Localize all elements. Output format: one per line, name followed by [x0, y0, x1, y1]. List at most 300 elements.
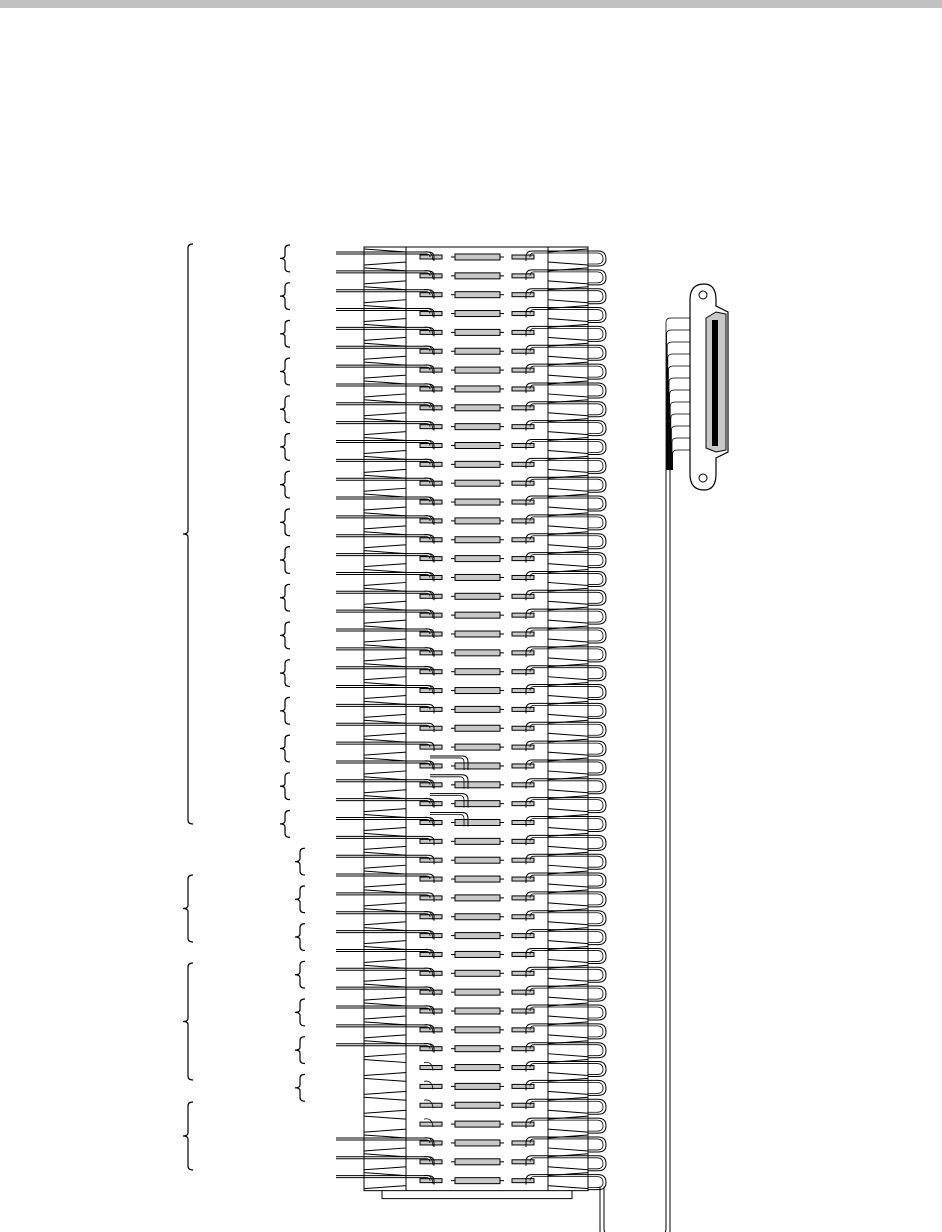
left-contact — [420, 481, 442, 485]
bridge-clip — [455, 857, 500, 863]
left-wire — [336, 554, 434, 563]
loop-wire-inner — [530, 1101, 603, 1112]
left-contact — [420, 274, 442, 278]
bridge-clip — [455, 782, 500, 788]
loop-wire-inner — [530, 460, 603, 471]
right-contact — [512, 1103, 534, 1107]
left-slot — [364, 324, 406, 340]
left-slot — [364, 456, 406, 472]
left-wire-sheath — [336, 857, 430, 860]
right-contact — [512, 1028, 534, 1032]
left-wire-sheath — [336, 593, 430, 596]
left-slot — [364, 513, 406, 529]
loop-wire-inner — [530, 630, 603, 641]
bridge-clip — [455, 650, 500, 656]
loop-wire-inner — [530, 1026, 603, 1037]
left-wire — [336, 365, 434, 374]
bridge-clip — [455, 1065, 500, 1071]
left-wire-sheath — [336, 782, 430, 785]
left-slot — [364, 645, 406, 661]
left-contact — [420, 444, 442, 448]
bridge-clip — [455, 1046, 500, 1052]
pair-brace — [280, 245, 290, 272]
bridge-clip — [455, 405, 500, 411]
left-wire — [336, 459, 434, 468]
bridge-clip — [455, 1159, 500, 1165]
loop-wire-inner — [530, 272, 603, 283]
left-wire — [336, 610, 434, 619]
block-row — [336, 701, 606, 718]
pair-brace — [280, 773, 290, 800]
pair-brace — [295, 886, 305, 913]
left-slot — [364, 626, 406, 642]
left-wire — [336, 686, 434, 695]
block-row — [336, 984, 606, 1001]
block-row — [336, 1022, 606, 1039]
loop-wire-inner — [530, 310, 603, 321]
left-contact — [420, 651, 442, 655]
left-contact — [420, 312, 442, 316]
left-slot — [364, 1135, 406, 1151]
left-contact — [420, 670, 442, 674]
left-contact — [420, 368, 442, 372]
left-contact — [420, 1103, 442, 1107]
left-wire-sheath — [336, 574, 430, 577]
bridge-clip — [455, 1027, 500, 1033]
block-row — [336, 626, 606, 643]
left-wire-sheath — [336, 876, 430, 879]
left-contact — [420, 990, 442, 994]
loop-wire-inner — [530, 1177, 603, 1188]
block-row — [336, 513, 606, 530]
loop-wire-inner — [530, 819, 603, 830]
left-contact — [420, 1122, 442, 1126]
block-row — [336, 400, 606, 417]
cable-outer — [600, 470, 670, 1232]
left-wire — [336, 346, 434, 355]
loop-wire-inner — [530, 781, 603, 792]
pair-brace — [280, 509, 290, 536]
right-contact — [512, 764, 534, 768]
group-brace — [183, 1102, 193, 1170]
loop-wire-inner — [530, 555, 603, 566]
bridge-clip — [455, 1178, 500, 1184]
left-wire — [336, 441, 434, 450]
bridge-clip — [455, 311, 500, 317]
left-slot — [364, 532, 406, 548]
block-row — [336, 494, 606, 511]
left-wire — [336, 893, 434, 902]
left-wire — [336, 1044, 434, 1053]
left-contact — [420, 877, 442, 881]
right-contact — [512, 1084, 534, 1088]
left-contact — [420, 915, 442, 919]
bridge-clip — [455, 763, 500, 769]
right-contact — [512, 971, 534, 975]
block-row — [336, 419, 606, 436]
bridge-clip — [455, 1102, 500, 1108]
left-wire — [336, 931, 434, 940]
left-contact — [420, 1160, 442, 1164]
pair-brace — [280, 811, 290, 838]
bridge-clip — [455, 254, 500, 260]
left-wire-sheath — [336, 706, 430, 709]
left-contact — [420, 745, 442, 749]
right-contact — [512, 330, 534, 334]
loop-wire-inner — [530, 1158, 603, 1169]
block-row — [336, 852, 606, 869]
left-wire-sheath — [336, 537, 430, 540]
loop-wire-inner — [530, 762, 603, 773]
bridge-clip — [455, 612, 500, 618]
loop-wire-inner — [530, 347, 603, 358]
left-wire — [336, 497, 434, 506]
left-wire-sheath — [336, 499, 430, 502]
left-slot — [364, 984, 406, 1000]
left-wire-sheath — [336, 480, 430, 483]
right-contact — [512, 1047, 534, 1051]
pair-brace — [280, 697, 290, 724]
left-wire-sheath — [336, 348, 430, 351]
block-row — [336, 909, 606, 926]
left-slot — [364, 1154, 406, 1170]
cable-inner — [604, 470, 666, 1232]
right-contact — [512, 1179, 534, 1183]
ribbon-connector — [690, 284, 728, 490]
left-slot — [364, 664, 406, 680]
group-brace — [183, 875, 193, 942]
bridge-clip — [455, 386, 500, 392]
block-row — [364, 1060, 606, 1077]
group-brace — [183, 244, 193, 824]
bridge-clip — [455, 1008, 500, 1014]
left-wire-sheath — [336, 1046, 430, 1049]
loop-wire-inner — [530, 856, 603, 867]
bridge-clip — [455, 367, 500, 373]
left-wire-sheath — [336, 254, 430, 257]
loop-wire-inner — [530, 536, 603, 547]
left-contact — [420, 462, 442, 466]
right-contact — [512, 990, 534, 994]
pair-brace — [280, 660, 290, 687]
loop-wire-inner — [530, 592, 603, 603]
block-row — [336, 777, 606, 794]
bridge-clip — [455, 970, 500, 976]
left-slot — [364, 1060, 406, 1076]
block-row — [336, 588, 606, 605]
loop-wire-inner — [530, 291, 603, 302]
block-row — [336, 475, 606, 492]
left-contact — [420, 764, 442, 768]
left-slot — [364, 551, 406, 567]
right-contact — [512, 312, 534, 316]
left-slot — [364, 758, 406, 774]
left-slot — [364, 852, 406, 868]
bridge-clip — [455, 1140, 500, 1146]
loop-wire-inner — [530, 932, 603, 943]
right-contact — [512, 538, 534, 542]
pair-brace — [280, 434, 290, 461]
left-slot — [364, 249, 406, 265]
bridge-clip — [455, 443, 500, 449]
left-slot — [364, 871, 406, 887]
left-slot — [364, 287, 406, 303]
left-wire-sheath — [336, 725, 430, 728]
left-contact — [420, 519, 442, 523]
left-contact — [420, 1066, 442, 1070]
right-contact — [512, 557, 534, 561]
left-contact — [420, 821, 442, 825]
left-contact — [420, 387, 442, 391]
block-rows — [336, 249, 606, 1190]
right-contact — [512, 802, 534, 806]
bridge-clip — [455, 273, 500, 279]
left-wire — [336, 535, 434, 544]
bridge-clip — [455, 424, 500, 430]
left-contact — [420, 1179, 442, 1183]
left-contact — [420, 1009, 442, 1013]
block-row — [336, 758, 606, 775]
left-slot — [364, 306, 406, 322]
loop-wire-inner — [530, 404, 603, 415]
left-slot — [364, 419, 406, 435]
left-wire-sheath — [336, 461, 430, 464]
bridge-clip — [455, 725, 500, 731]
left-wire — [336, 629, 434, 638]
block-row — [336, 1041, 606, 1058]
left-slot — [364, 607, 406, 623]
pair-brace — [295, 848, 305, 875]
pair-brace — [280, 358, 290, 385]
left-wire-sheath — [336, 311, 430, 314]
left-contact — [420, 1028, 442, 1032]
group-brace — [183, 963, 193, 1080]
block-row — [336, 287, 606, 304]
left-slot — [364, 1003, 406, 1019]
loop-wire-inner — [530, 724, 603, 735]
left-slot — [364, 343, 406, 359]
loop-wire-inner — [530, 837, 603, 848]
left-wire-sheath — [336, 1140, 430, 1143]
right-contact — [512, 651, 534, 655]
right-contact — [512, 670, 534, 674]
left-contact — [420, 1141, 442, 1145]
loop-wire-inner — [530, 988, 603, 999]
pair-brace — [280, 283, 290, 310]
left-contact — [420, 689, 442, 693]
loop-wire-inner — [530, 479, 603, 490]
loop-wire-inner — [530, 1045, 603, 1056]
left-contact — [420, 575, 442, 579]
left-slot — [364, 815, 406, 831]
left-slot — [364, 683, 406, 699]
left-wire-sheath — [336, 518, 430, 521]
loop-wire-inner — [530, 517, 603, 528]
block-row — [336, 928, 606, 945]
bridge-clip — [455, 801, 500, 807]
left-wire-sheath — [336, 933, 430, 936]
block-row — [364, 1078, 606, 1095]
bridge-clip — [455, 537, 500, 543]
loop-wire-inner — [530, 423, 603, 434]
left-slot — [364, 796, 406, 812]
left-contact — [420, 557, 442, 561]
loop-wire-inner — [530, 1120, 603, 1131]
left-wire-sheath — [336, 970, 430, 973]
left-wire — [336, 912, 434, 921]
block-row — [336, 815, 606, 832]
left-slot — [364, 833, 406, 849]
bridge-clip — [455, 593, 500, 599]
left-wire — [336, 949, 434, 958]
bridge-clip — [455, 688, 500, 694]
block-row — [336, 438, 606, 455]
right-contact — [512, 1066, 534, 1070]
left-slot — [364, 739, 406, 755]
block-row — [336, 1173, 606, 1190]
left-contact — [420, 1084, 442, 1088]
loop-wire-inner — [530, 894, 603, 905]
pair-brace — [295, 961, 305, 988]
left-wire — [336, 591, 434, 600]
left-wire — [336, 252, 434, 261]
block-row — [336, 249, 606, 266]
right-contact — [512, 707, 534, 711]
block-row — [336, 324, 606, 341]
bridge-clip — [455, 461, 500, 467]
loop-wire-inner — [530, 743, 603, 754]
left-wire — [336, 818, 434, 827]
bridge-clip — [455, 348, 500, 354]
left-contact — [420, 783, 442, 787]
pair-brace — [280, 471, 290, 498]
right-contact — [512, 293, 534, 297]
right-contact — [512, 519, 534, 523]
block-row — [336, 739, 606, 756]
right-contact — [512, 745, 534, 749]
left-slot — [364, 720, 406, 736]
bridge-clip — [455, 876, 500, 882]
right-contact — [512, 858, 534, 862]
left-slot — [364, 777, 406, 793]
left-wire-sheath — [336, 1178, 430, 1181]
right-contact — [512, 425, 534, 429]
left-slot — [364, 890, 406, 906]
bridge-clip — [455, 631, 500, 637]
left-wire-sheath — [336, 367, 430, 370]
block-row — [336, 532, 606, 549]
left-wire — [336, 572, 434, 581]
bridge-clip — [455, 574, 500, 580]
block-row — [364, 1097, 606, 1114]
block-row — [336, 1003, 606, 1020]
left-wire-sheath — [336, 895, 430, 898]
left-slot — [364, 1116, 406, 1132]
left-contact — [420, 858, 442, 862]
left-slot — [364, 362, 406, 378]
left-wire-sheath — [336, 443, 430, 446]
left-contact — [420, 971, 442, 975]
block-row — [336, 362, 606, 379]
pair-brace — [295, 1037, 305, 1064]
left-contact — [420, 500, 442, 504]
left-contact — [420, 406, 442, 410]
left-wire — [336, 987, 434, 996]
right-contact — [512, 839, 534, 843]
loop-wire-inner — [530, 1007, 603, 1018]
left-wire — [336, 290, 434, 299]
bridge-clip — [455, 480, 500, 486]
left-wire — [336, 742, 434, 751]
left-wire-sheath — [336, 688, 430, 691]
pair-brace — [280, 584, 290, 611]
bridge-clip — [455, 1083, 500, 1089]
left-wire — [336, 422, 434, 431]
left-wire-sheath — [336, 612, 430, 615]
left-contact — [420, 1047, 442, 1051]
left-contact — [420, 613, 442, 617]
block-row — [336, 381, 606, 398]
left-contact — [420, 293, 442, 297]
right-contact — [512, 726, 534, 730]
pair-brace — [280, 622, 290, 649]
block-row — [336, 343, 606, 360]
block-row — [336, 645, 606, 662]
left-contact — [420, 896, 442, 900]
bridge-clip — [455, 895, 500, 901]
left-wire — [336, 968, 434, 977]
bridge-clip — [455, 989, 500, 995]
block-row — [336, 551, 606, 568]
block-row — [336, 871, 606, 888]
loop-wire-inner — [530, 687, 603, 698]
left-slot — [364, 438, 406, 454]
loop-wire-inner — [530, 498, 603, 509]
left-slot — [364, 569, 406, 585]
left-wire-sheath — [336, 1027, 430, 1030]
left-contact — [420, 349, 442, 353]
pair-brace — [295, 1074, 305, 1101]
bridge-clip — [455, 499, 500, 505]
left-slot — [364, 268, 406, 284]
right-contact — [512, 896, 534, 900]
left-wire — [336, 478, 434, 487]
right-contact — [512, 368, 534, 372]
loop-wire-inner — [530, 705, 603, 716]
left-contact — [420, 330, 442, 334]
left-wire-sheath — [336, 292, 430, 295]
left-wire — [336, 667, 434, 676]
left-contact — [420, 934, 442, 938]
left-slot — [364, 1078, 406, 1094]
left-wire-sheath — [336, 1159, 430, 1162]
loop-wire-inner — [530, 1082, 603, 1093]
right-contact — [512, 952, 534, 956]
right-contact — [512, 632, 534, 636]
left-wire — [336, 384, 434, 393]
loop-wire-inner — [530, 800, 603, 811]
right-contact — [512, 934, 534, 938]
loop-wire-inner — [530, 913, 603, 924]
bridge-clip — [455, 838, 500, 844]
left-slot — [364, 494, 406, 510]
left-wire-sheath — [336, 914, 430, 917]
left-wire — [336, 309, 434, 318]
left-wire-sheath — [336, 989, 430, 992]
bridge-clip — [455, 951, 500, 957]
bridge-clip — [455, 914, 500, 920]
block-row — [336, 268, 606, 285]
